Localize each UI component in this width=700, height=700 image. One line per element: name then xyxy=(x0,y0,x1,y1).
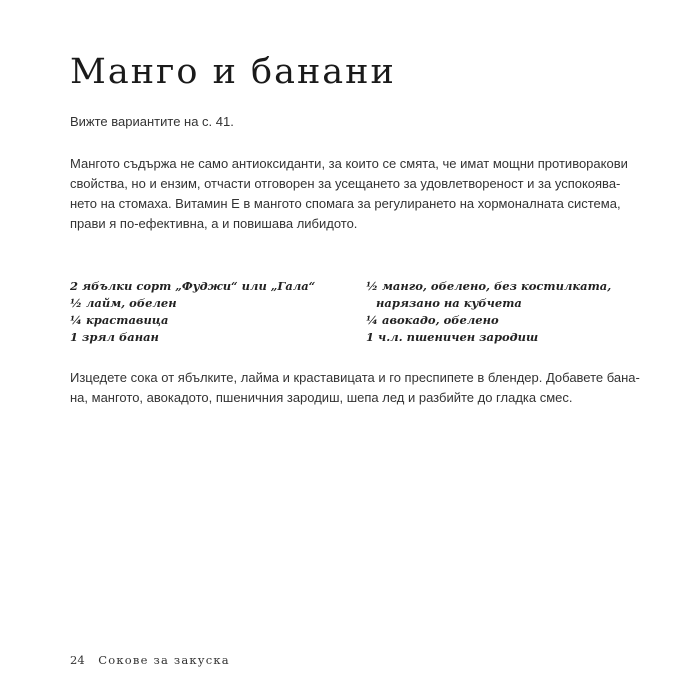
ingredient-item: 1 зрял банан xyxy=(70,330,159,344)
intro-line: Мангото съдържа не само антиоксиданти, за които се смята, че имат мощни противоракови xyxy=(70,156,628,171)
ingredient-item: ½ манго, обелено, без костилката, xyxy=(366,279,612,293)
ingredient-item: 2 ябълки сорт „Фуджи“ или „Гала“ xyxy=(70,279,316,293)
intro-paragraph xyxy=(70,154,640,234)
page-number: 24 xyxy=(70,653,85,667)
ingredient-item: ½ лайм, обелен xyxy=(70,296,177,310)
running-section-title: Сокове за закуска xyxy=(98,653,230,667)
ingredients-column-left xyxy=(70,278,315,346)
method-line: Изцедете сока от ябълките, лайма и краставицата и го преспипете в блендер. Добавете бана- xyxy=(70,370,640,385)
ingredient-item: ¼ авокадо, обелено xyxy=(366,313,499,327)
ingredient-item: ¼ краставица xyxy=(70,313,169,327)
page-title: Манго и банани xyxy=(70,52,396,92)
ingredients-column-right xyxy=(366,278,611,346)
page-footer xyxy=(70,653,230,667)
method-line: на, мангото, авокадото, пшеничния зародиш, шепа лед и разбийте до гладка смес. xyxy=(70,390,573,405)
intro-line: нето на стомаха. Витамин Е в мангото спомага за регулирането на хормоналната система, xyxy=(70,196,621,211)
intro-line: прави я по-ефективна, а и повишава либидото. xyxy=(70,216,358,231)
see-variants-note: Вижте вариантите на с. 41. xyxy=(70,114,234,129)
intro-line: свойства, но и ензим, отчасти отговорен за усещането за удовлетвореност и за успокоява- xyxy=(70,176,621,191)
method-paragraph xyxy=(70,368,645,408)
ingredient-item: 1 ч.л. пшеничен зародиш xyxy=(366,330,539,344)
ingredient-item-continuation: нарязано на кубчета xyxy=(376,296,522,310)
